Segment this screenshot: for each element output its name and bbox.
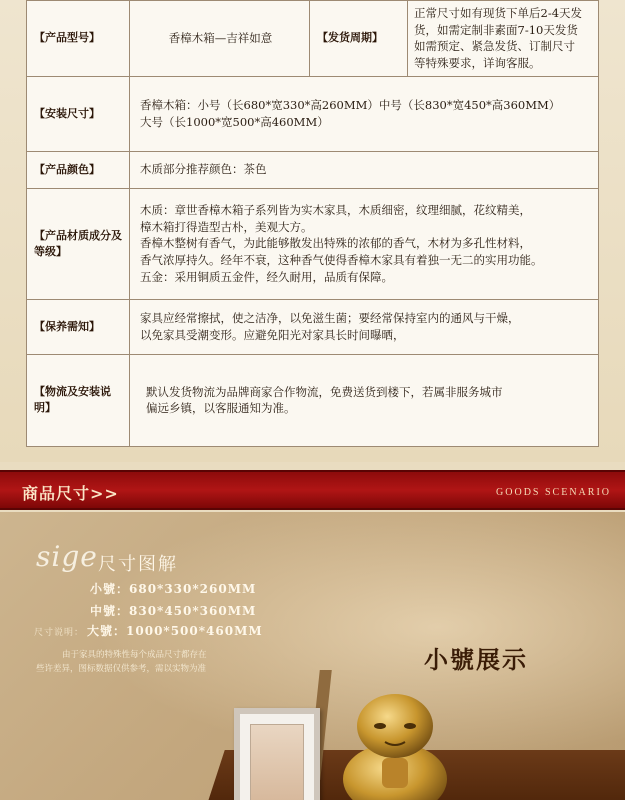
spec-value-size	[130, 76, 599, 151]
spec-row-size	[27, 76, 599, 151]
spec-value-logistics	[130, 354, 599, 446]
spec-label-shipping: 【发货周期】	[310, 1, 408, 77]
material-line: 木质：章世香樟木箱子系列皆为实木家具，木质细密，纹理细腻，花纹精美，	[140, 203, 531, 217]
size-line: 香樟木箱：小号（长680*宽330*高260MM）中号（长830*宽450*高360MM）	[140, 98, 561, 113]
script-logo: sige	[36, 540, 98, 573]
spec-label-size: 【安装尺寸】	[27, 76, 130, 151]
spec-row-model	[27, 1, 599, 77]
spec-value-color	[130, 151, 599, 188]
spec-table	[26, 0, 599, 447]
spec-label-logistics: 【物流及安装说明】	[27, 354, 130, 446]
color-line: 木质部分推荐颜色：茶色	[140, 162, 267, 177]
spec-label-care: 【保养需知】	[27, 299, 130, 354]
spec-value-shipping	[408, 1, 599, 77]
golden-figurine-image	[330, 684, 460, 800]
spec-row-care	[27, 299, 599, 354]
material-line: 五金：采用铜质五金件，经久耐用，品质有保障。	[140, 269, 393, 284]
spec-value-care	[130, 299, 599, 354]
size-large: 大號：1000*500*460MM	[87, 624, 263, 638]
size-caption: 尺寸说明：	[34, 628, 85, 638]
banner-subtitle: GOODS SCENARIO	[496, 487, 611, 498]
spec-row-logistics	[27, 354, 599, 446]
logistics-line: 偏远乡镇，以客服通知为准。	[146, 401, 296, 416]
size-large-line	[34, 622, 263, 639]
spec-label-color: 【产品颜色】	[27, 151, 130, 188]
size-medium: 中號：830*450*360MM	[90, 604, 257, 618]
care-line: 家具应经常擦拭，使之洁净，以免滋生菌；要经常保持室内的通风与干燥，	[140, 311, 520, 326]
size-note-line2: 些许差异，图标数据仅供参考，需以实物为准	[36, 664, 207, 674]
size-note-line1: 由于家具的特殊性每个成品尺寸都存在	[62, 650, 207, 660]
material-line: 香气浓厚持久。经年不衰，这种香气使得香樟木家具有着独一无二的实用功能。	[140, 253, 543, 268]
spec-value-material	[130, 188, 599, 299]
shipping-line: 等特殊要求，详询客服。	[414, 56, 541, 71]
photo-frame-image	[234, 708, 320, 800]
material-line: 樟木箱打得造型古朴，美观大方。	[140, 219, 313, 234]
shipping-line: 如需预定、紧急发货、订制尺寸	[414, 39, 575, 54]
banner-title: 商品尺寸>>	[22, 484, 119, 503]
spec-row-material	[27, 188, 599, 299]
spec-row-color	[27, 151, 599, 188]
shipping-line: 正常尺寸如有现货下单后2-4天发	[414, 6, 583, 20]
material-line: 香樟木整树有香气，为此能够散发出特殊的浓郁的香气，木材为多孔性材料，	[140, 236, 531, 251]
size-small: 小號：680*330*260MM	[90, 582, 257, 596]
logistics-line: 默认发货物流为品牌商家合作物流，免费送货到楼下，若属非服务城市	[146, 384, 503, 399]
care-line: 以免家具受潮变形。应避免阳光对家具长时间曝晒，	[140, 327, 405, 342]
diagram-title: 尺寸图解	[98, 554, 178, 575]
section-banner	[0, 470, 625, 510]
photo-inner	[250, 724, 304, 800]
size-line: 大号（长1000*宽500*高460MM）	[140, 114, 329, 129]
showcase-title: 小號展示	[424, 645, 528, 674]
size-diagram-section	[0, 512, 625, 800]
spec-label-material: 【产品材质成分及等级】	[27, 188, 130, 299]
shipping-line: 货，如需定制非素面7-10天发货	[414, 22, 578, 37]
spec-label-model: 【产品型号】	[27, 1, 130, 77]
spec-value-model: 香樟木箱—吉祥如意	[130, 1, 310, 77]
